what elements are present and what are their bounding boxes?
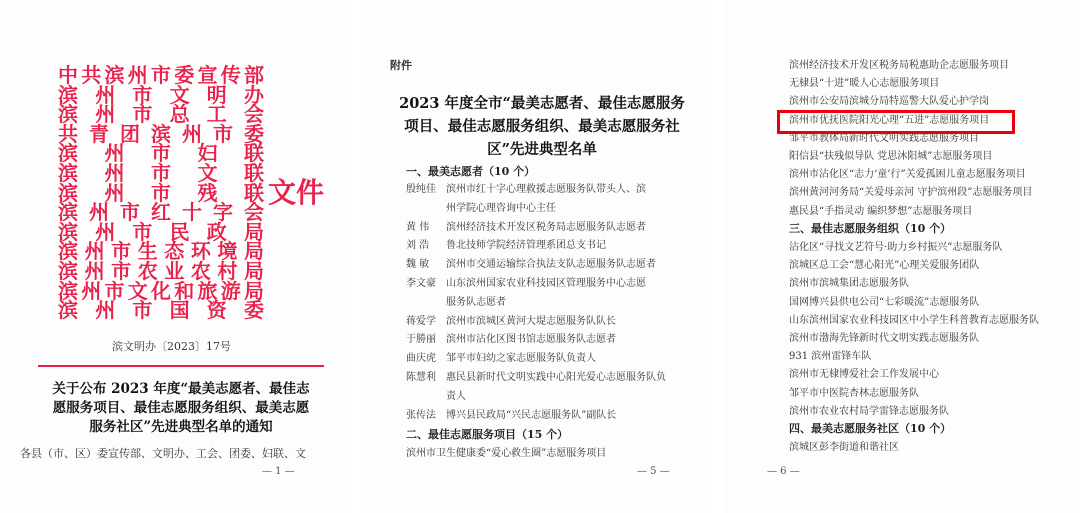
- project-item: 滨州市沾化区“志力‘童’行”关爱孤困儿童志愿服务项目: [789, 169, 1026, 181]
- community-item: 滨城区彭李街道和谐社区: [789, 442, 899, 454]
- volunteer-description: 滨州市滨城区黄河大堤志愿服务队队长: [446, 315, 616, 327]
- project-item: 惠民县“手指灵动 编织梦想”志愿服务项目: [789, 205, 973, 217]
- volunteer-description: 博兴县民政局“兴民志愿服务队”副队长: [446, 409, 617, 421]
- red-divider-line: [38, 365, 324, 367]
- project-item: 阳信县“扶残似导队 党思沐阳城”志愿服务项目: [789, 151, 993, 162]
- organization-name: 中共滨州市委宣传部: [58, 63, 264, 87]
- volunteer-description: 州学院心理咨询中心主任: [446, 202, 556, 214]
- volunteer-description: 滨州经济技术开发区税务局志愿服务队志愿者: [446, 221, 646, 233]
- organization-name: 滨 州 市 文 联: [58, 161, 264, 185]
- section-heading-volunteers: 一、最美志愿者（10 个）: [406, 165, 536, 178]
- notice-title: 关于公布 2023 年度“最美志愿者、最佳志愿服务项目、最佳志愿服务组织、最美志愿服务社区”先进典型名单的通知: [52, 381, 310, 435]
- organization-item: 国网博兴县供电公司“七彩暖流”志愿服务队: [789, 296, 980, 308]
- red-highlight-box: [777, 110, 1015, 134]
- organization-name: 滨 州 市 妇 联: [58, 141, 264, 166]
- organization-name: 滨 州 市 残 联: [58, 180, 264, 205]
- volunteer-name: 张传法: [406, 409, 436, 421]
- volunteer-name: 刘 浩: [406, 240, 430, 252]
- organization-item: 931 滨州雷锋车队: [789, 351, 872, 363]
- organization-name: 滨州市文化和旅游局: [58, 278, 264, 303]
- organization-item: 滨城区总工会“慧心阳光”心理关爱服务团队: [789, 260, 980, 272]
- volunteer-description: 滨州市沾化区图书馆志愿服务队志愿者: [446, 334, 616, 346]
- organization-name: 滨州市红十字会: [58, 200, 264, 225]
- section-heading-communities: 四、最美志愿服务社区（10 个）: [789, 422, 952, 435]
- volunteer-row: [406, 237, 606, 255]
- volunteer-name: 曲庆虎: [406, 353, 436, 365]
- organization-name: 滨 州 市 文 明 办: [58, 82, 264, 107]
- recipients-line: 各县（市、区）委宣传部、文明办、工会、团委、妇联、文: [20, 447, 306, 460]
- volunteer-name: 魏 敏: [406, 259, 430, 271]
- organization-name: 滨 州 市 民 政 局: [58, 219, 264, 244]
- organization-item: 邹平市中医院杏林志愿服务队: [789, 387, 919, 399]
- volunteer-row: [406, 294, 506, 312]
- volunteer-row: [406, 275, 646, 293]
- organization-item: 山东滨州国家农业科技园区中小学生科普教育志愿服务队: [789, 314, 1039, 326]
- volunteer-name: 于勝丽: [406, 334, 436, 346]
- volunteer-description: 鲁北技师学院经济管理系团总支书记: [446, 240, 606, 252]
- attachment-label: 附件: [390, 59, 412, 72]
- document-page-1: [0, 0, 350, 513]
- volunteer-name: 李文豪: [406, 278, 436, 289]
- volunteer-description: 惠民县新时代文明实践中心阳光爱心志愿服务队负: [446, 372, 666, 383]
- document-type-label: 文件: [268, 176, 325, 209]
- organization-item: 滨州市渤海先锋新时代文明实践志愿服务队: [789, 333, 979, 344]
- organization-name: 共青团滨州市委: [58, 121, 264, 146]
- document-number: 滨文明办〔2023〕17号: [112, 340, 231, 353]
- volunteer-row: [406, 219, 646, 237]
- organization-name: 滨州市生态环境局: [58, 239, 264, 264]
- volunteer-name: 陈慧利: [406, 372, 436, 383]
- section-heading-projects: 二、最佳志愿服务项目（15 个）: [406, 428, 569, 441]
- volunteer-row: [406, 388, 466, 406]
- project-item: 滨州经济技术开发区税务局税惠助企志愿服务项目: [789, 60, 1009, 71]
- volunteer-row: [406, 369, 666, 387]
- volunteer-name: 殷纯佳: [406, 184, 436, 195]
- project-item: 滨州市公安局滨城分局特巡警大队爱心护学岗: [789, 96, 989, 108]
- volunteer-name: 黄 伟: [406, 221, 430, 233]
- volunteer-description: 责人: [446, 390, 466, 402]
- project-item: 无棣县“十进”暖人心志愿服务项目: [789, 78, 940, 90]
- volunteer-row: [406, 407, 616, 425]
- page-number: — 5 —: [637, 466, 670, 477]
- document-page-5: [362, 0, 712, 513]
- volunteer-row: [406, 313, 616, 331]
- volunteer-description: 滨州市交通运输综合执法支队志愿服务队志愿者: [446, 259, 656, 271]
- volunteer-row: [406, 181, 646, 199]
- volunteer-row: [406, 350, 596, 368]
- list-title: 2023 年度全市“最美志愿者、最佳志愿服务项目、最佳志愿服务组织、最美志愿服务社区”先进典型名单: [399, 95, 685, 158]
- organization-name: 滨州市农业农村局: [58, 259, 264, 283]
- page-number: — 6 —: [767, 466, 800, 477]
- volunteer-description: 滨州市红十字心理救援志愿服务队带头人、滨: [446, 184, 646, 195]
- organization-item: 滨州市滨城集团志愿服务队: [789, 278, 909, 290]
- organization-item: 沾化区“寻找文艺符号·助力乡村振兴”志愿服务队: [789, 242, 1003, 253]
- volunteer-row: [406, 200, 556, 218]
- document-page-6: [725, 0, 1080, 513]
- volunteer-row: [406, 331, 616, 349]
- volunteer-description: 服务队志愿者: [446, 296, 506, 308]
- volunteer-name: 蒋爱学: [406, 315, 436, 327]
- project-item: 滨州市优抚医院阳光心理“五进”志愿服务项目: [789, 114, 990, 126]
- organization-item: 滨州市农业农村局学雷锋志愿服务队: [789, 405, 949, 417]
- list-item: 滨州市卫生健康委“爱心救生圈”志愿服务项目: [406, 448, 607, 459]
- volunteer-description: 山东滨州国家农业科技园区管理服务中心志愿: [446, 278, 646, 289]
- volunteer-row: [406, 256, 656, 274]
- organization-name: 滨 州 市 总 工 会: [58, 102, 264, 127]
- project-item: 邹平市教体局新时代文明实践志愿服务项目: [789, 132, 979, 144]
- section-heading-organizations: 三、最佳志愿服务组织（10 个）: [789, 221, 952, 235]
- project-item: 滨州黄河河务局“关爱母亲河 守护滨州段”志愿服务项目: [789, 187, 1033, 199]
- organization-item: 滨州市无棣博爱社会工作发展中心: [789, 369, 939, 381]
- volunteer-description: 邹平市妇幼之家志愿服务队负责人: [446, 353, 596, 365]
- organization-name: 滨 州 市 国 资 委: [58, 298, 264, 323]
- page-number: — 1 —: [262, 466, 295, 477]
